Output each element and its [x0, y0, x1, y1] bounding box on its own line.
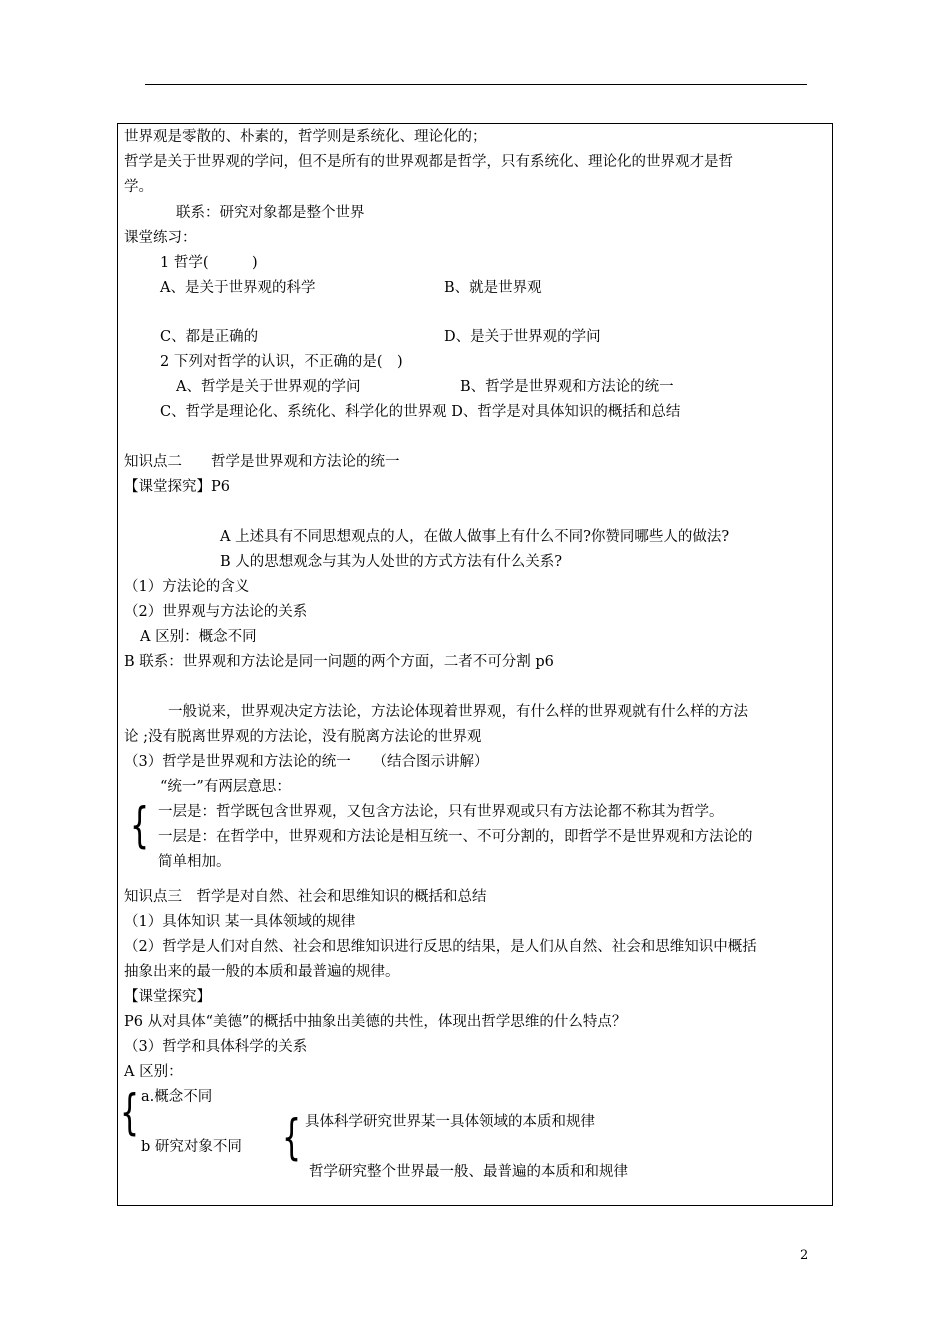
text-line: （3）哲学和具体科学的关系 — [124, 1039, 308, 1055]
text-line: 【课堂探究】P6 — [124, 479, 230, 495]
text-line: 【课堂探究】 — [124, 989, 211, 1005]
header-rule — [145, 84, 807, 85]
page-number: 2 — [800, 1248, 809, 1263]
text-line: 简单相加。 — [158, 854, 231, 870]
text-line: B 人的思想观念与其为人处世的方式方法有什么关系? — [220, 554, 563, 570]
option-d: D、是关于世界观的学问 — [444, 329, 601, 345]
left-brace: { — [130, 798, 150, 855]
text-line: 论 ;没有脱离世界观的方法论，没有脱离方法论的世界观 — [124, 729, 482, 745]
question-2: 2 下列对哲学的认识，不正确的是( ) — [160, 354, 403, 370]
text-line: 课堂练习： — [124, 230, 197, 246]
text-line: 世界观是零散的、朴素的，哲学则是系统化、理论化的； — [124, 129, 487, 145]
text-line: 一般说来，世界观决定方法论，方法论体现着世界观，有什么样的世界观就有什么样的方法 — [168, 704, 748, 720]
text-line: 哲学研究整个世界最一般、最普遍的本质和和规律 — [309, 1164, 628, 1180]
text-line: P6 从对具体“美德”的概括中抽象出美德的共性，体现出哲学思维的什么特点？ — [124, 1014, 627, 1030]
text-line: 联系：研究对象都是整个世界 — [176, 205, 365, 221]
text-line: 具体科学研究世界某一具体领域的本质和规律 — [305, 1114, 595, 1130]
left-brace: { — [282, 1110, 302, 1167]
text-line: A 区别：概念不同 — [140, 629, 257, 645]
text-line: （2）世界观与方法论的关系 — [124, 604, 308, 620]
text-line: “统一”有两层意思： — [160, 779, 291, 795]
text-line: 抽象出来的最一般的本质和最普遍的规律。 — [124, 964, 400, 980]
text-line: （1）方法论的含义 — [124, 579, 250, 595]
text-line: b 研究对象不同 — [141, 1139, 242, 1155]
option-b: B、哲学是世界观和方法论的统一 — [460, 379, 674, 395]
option-c: C、都是正确的 — [160, 329, 259, 345]
text-line: 一层是：哲学既包含世界观，又包含方法论，只有世界观或只有方法论都不称其为哲学。 — [158, 804, 724, 820]
text-line: 学。 — [124, 179, 153, 195]
option-a: A、哲学是关于世界观的学问 — [176, 379, 361, 395]
text-line: A 上述具有不同思想观点的人，在做人做事上有什么不同?你赞同哪些人的做法? — [220, 529, 730, 545]
text-line: （2）哲学是人们对自然、社会和思维知识进行反思的结果，是人们从自然、社会和思维知识中概括 — [124, 939, 757, 955]
text-line: （3）哲学是世界观和方法论的统一 （结合图示讲解） — [124, 754, 489, 770]
text-line: 哲学是关于世界观的学问，但不是所有的世界观都是哲学，只有系统化、理论化的世界观才是哲 — [124, 154, 733, 170]
section-heading: 知识点二 哲学是世界观和方法论的统一 — [124, 454, 400, 470]
question-1: 1 哲学( ) — [160, 255, 258, 271]
section-heading: 知识点三 哲学是对自然、社会和思维知识的概括和总结 — [124, 889, 487, 905]
text-line: （1）具体知识 某一具体领域的规律 — [124, 914, 356, 930]
text-line: 一层是：在哲学中，世界观和方法论是相互统一、不可分割的，即哲学不是世界观和方法论的 — [158, 829, 753, 845]
text-line: A 区别： — [124, 1064, 183, 1080]
option-b: B、就是世界观 — [444, 280, 542, 296]
option-a: A、是关于世界观的科学 — [160, 280, 316, 296]
text-line: B 联系：世界观和方法论是同一问题的两个方面，二者不可分割 p6 — [124, 654, 554, 670]
left-brace: { — [120, 1085, 140, 1142]
text-line: a.概念不同 — [141, 1089, 213, 1105]
option-cd: C、哲学是理论化、系统化、科学化的世界观 D、哲学是对具体知识的概括和总结 — [160, 404, 681, 420]
